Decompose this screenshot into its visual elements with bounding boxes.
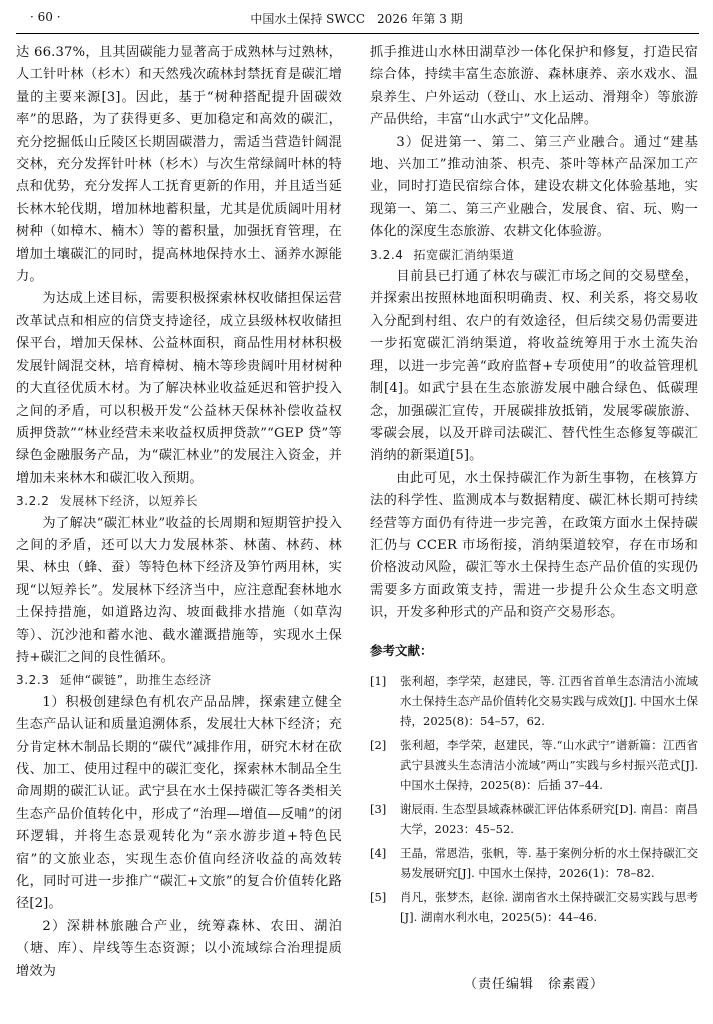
right-column: [370, 42, 698, 931]
page-number: · 60 ·: [30, 10, 61, 24]
section-title: 拓宽碳汇消纳渠道: [413, 247, 515, 262]
reference-text: 王晶，常恩浩，张帆，等. 基于案例分析的水土保持碳汇交易发展研究[J]. 中国水土保持，2026(1)：78–82.: [400, 845, 698, 880]
reference-number: [5]: [370, 889, 387, 904]
paragraph: 抓手推进山水林田湖草沙一体化保护和修复，打造民宿综合体，持续丰富生态旅游、森林康养、亲水戏水、温泉养生、户外运动（登山、水上运动、滑翔伞）等旅游产品供给，丰富“山水武宁”文化品牌。: [370, 45, 698, 128]
section-title: 延伸“碳链”，助推生态经济: [59, 673, 212, 688]
reference-number: [4]: [370, 845, 387, 860]
reference-item: [370, 735, 698, 795]
paragraph: 为了解决“碳汇林业”收益的长周期和短期管护投入之间的矛盾，还可以大力发展林茶、林菌、林药、林果、林虫（蜂、蚕）等特色林下经济及笋竹两用林，实现“以短养长”。发展林下经济当中，应注意配套林地水土保持措施，如道路边沟、坡面截排水措施（如草沟等）、沉沙池和蓄水池、截水灌溉措施等，实现水土保持+碳汇之间的良性循环。: [16, 515, 342, 665]
paragraph: 目前县已打通了林农与碳汇市场之间的交易壁垒，并探索出按照林地面积明确责、权、利关系，将交易收入分配到村组、农户的有效途径，但后续交易仍需要进一步拓宽碳汇消纳渠道，将收益统筹用于水土流失治理，以进一步完善“政府监督+专项使用”的收益管理机制[4]。如武宁县在生态旅游发展中融合绿色、低碳理念，加强碳汇宣传，开展碳排放抵销，发展零碳旅游、零碳会展，以及开辟司法碳汇、替代性生态修复等碳汇消纳的新渠道[5]。: [370, 269, 698, 464]
reference-text: 张利超，李学荣，赵建民，等. 江西省首单生态清洁小流域水土保持生态产品价值转化交易实践与成效[J]. 中国水土保持，2025(8)：54–57，62.: [400, 673, 698, 728]
reference-text: 肖凡，张梦杰，赵徐. 湖南省水土保持碳汇交易实践与思考[J]. 湖南水利水电，2025(5)：44–46.: [400, 889, 698, 924]
page-header: [0, 8, 713, 30]
responsible-editor: （责任编辑 徐素霞）: [463, 977, 604, 992]
left-column: [16, 42, 342, 983]
section-heading-3-2-3: [16, 669, 342, 691]
section-number: 3.2.3: [16, 673, 50, 688]
paragraph: 为达成上述目标，需要积极探索林权收储担保运营改革试点和相应的信贷支持途径，成立县级林权收储担保平台，增加天保林、公益林面积，商品性用材林积极发展针阔混交林，培育樟树、楠木等珍贵阔叶用材树种的大直径优质木材。为了解决林业收益延迟和管护投入之间的矛盾，可以积极开发“公益林天保林补偿收益权质押贷款”“林业经营未来收益权质押贷款”“GEP 贷”等绿色金融服务产品，为“碳汇林业”的发展注入资金，并增加未来林木和碳汇收入预期。: [16, 291, 342, 486]
paragraph: 1）积极创建绿色有机农产品品牌，探索建立健全生态产品认证和质量追溯体系，发展壮大林下经济；充分肯定林木制品长期的“碳代”减排作用，研究木材在砍伐、加工、使用过程中的碳汇变化，探索林木制品全生命周期的碳汇认证。武宁县在水土保持碳汇等各类相关生态产品价值转化中，形成了“治理—增值—反哺”的闭环逻辑，并将生态景观转化为“亲水游步道+特色民宿”的文旅业态，实现生态价值向经济收益的高效转化，同时可进一步推广“碳汇+文旅”的复合价值转化路径[2]。: [16, 694, 342, 912]
references-heading: 参考文献：: [370, 642, 433, 658]
section-number: 3.2.4: [370, 247, 404, 262]
journal-title: 中国水土保持 SWCC 2026 年第 3 期: [250, 12, 463, 26]
section-title: 发展林下经济，以短养长: [59, 494, 199, 509]
section-heading-3-2-4: [370, 244, 698, 266]
paragraph: 由此可见，水土保持碳汇作为新生事物，在核算方法的科学性、监测成本与数据精度、碳汇林长期可持续经营等方面仍有待进一步完善，在政策方面水土保持碳汇仍与 CCER 市场衔接，消纳渠道较窄，存在市场和价格波动风险，碳汇等水土保持生态产品价值的实现仍需要多方面政策支持，需进一步提升公众生态文明意识，开发多种形式的产品和资产交易形态。: [370, 470, 698, 621]
reference-item: [370, 671, 698, 731]
section-heading-3-2-2: [16, 490, 342, 512]
reference-text: 谢辰雨. 生态型县域森林碳汇评估体系研究[D]. 南昌：南昌大学，2023：45–52.: [400, 801, 698, 836]
reference-item: [370, 799, 698, 839]
header-rule: [16, 33, 699, 34]
reference-text: 张利超，李学荣，赵建民，等.“山水武宁”谱新篇：江西省武宁县渡头生态清洁小流域“两山”实践与乡村振兴范式[J]. 中国水土保持，2025(8)：后插 37–44.: [400, 737, 698, 792]
paragraph: 2）深耕林旅融合产业，统筹森林、农田、湖泊（塘、库）、岸线等生态资源；以小流域综合治理提质增效为: [16, 918, 342, 979]
reference-number: [3]: [370, 801, 387, 816]
reference-number: [2]: [370, 737, 387, 752]
section-number: 3.2.2: [16, 494, 50, 509]
paragraph: 达 66.37%，且其固碳能力显著高于成熟林与过熟林，人工针叶林（杉木）和天然残次疏林封禁抚育是碳汇增量的主要来源[3]。因此，基于“树种搭配提升固碳效率”的思路，为了获得更多、更加稳定和高效的碳汇，充分挖掘低山丘陵区长期固碳潜力，需适当营造针阔混交林，充分发挥针叶林（杉木）与次生常绿阔叶林的特点和优势，充分发挥人工抚育更新的作用，并且适当延长林木轮伐期，增加林地蓄积量，尤其是优质阔叶用材树种（如樟木、楠木）等的蓄积量，加强抚育管理，在增加土壤碳汇的同时，提高林地保持水土、涵养水源能力。: [16, 45, 342, 285]
reference-number: [1]: [370, 673, 387, 688]
reference-item: [370, 843, 698, 883]
reference-item: [370, 887, 698, 927]
paragraph: 3）促进第一、第二、第三产业融合。通过“建基地、兴加工”推动油茶、枳壳、茶叶等林产品深加工产业，同时打造民宿综合体，建设农耕文化体验基地，实现第一、第二、第三产业融合，发展食、宿、玩、购一体化的深度生态旅游、农耕文化体验游。: [370, 134, 698, 240]
reference-list: [370, 671, 698, 927]
